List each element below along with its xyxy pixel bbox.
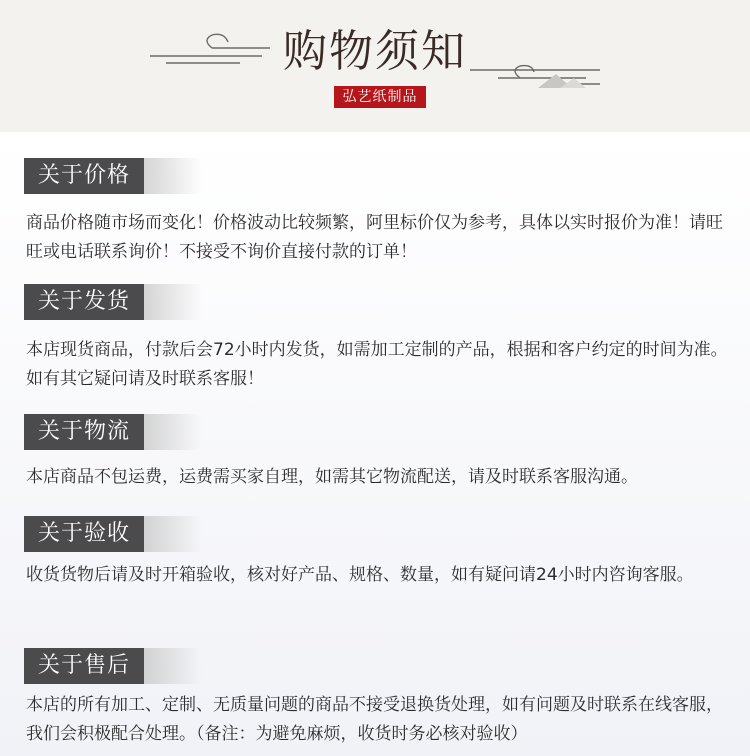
section-body-shipping: 本店现货商品，付款后会72小时内发货，如需加工定制的产品，根据和客户约定的时间为准。如有其它疑问请及时联系客服！: [26, 340, 728, 389]
brand-badge: 弘艺纸制品: [334, 86, 426, 108]
section-heading-after-sales: 关于售后: [24, 648, 144, 684]
section-heading-shipping: 关于发货: [24, 284, 144, 320]
section-body-logistics: 本店商品不包运费，运费需买家自理，如需其它物流配送，请及时联系客服沟通。: [26, 467, 638, 487]
page-header: [0, 0, 750, 132]
section-heading-price: 关于价格: [24, 158, 144, 194]
section-heading-logistics: 关于物流: [24, 414, 144, 450]
section-body-price: 商品价格随市场而变化！价格波动比较频繁，阿里标价仅为参考，具体以实时报价为准！请旺旺或电话联系询价！不接受不询价直接付款的订单！: [26, 213, 723, 262]
section-body-after-sales: 本店的所有加工、定制、无质量问题的商品不接受退换货处理，如有问题及时联系在线客服，我们会积极配合处理。（备注：为避免麻烦，收货时务必核对验收）: [26, 695, 723, 744]
section-body-inspection: 收货货物后请及时开箱验收，核对好产品、规格、数量，如有疑问请24小时内咨询客服。: [26, 565, 694, 585]
section-heading-inspection: 关于验收: [24, 516, 144, 552]
page-title: 购物须知: [283, 26, 467, 77]
